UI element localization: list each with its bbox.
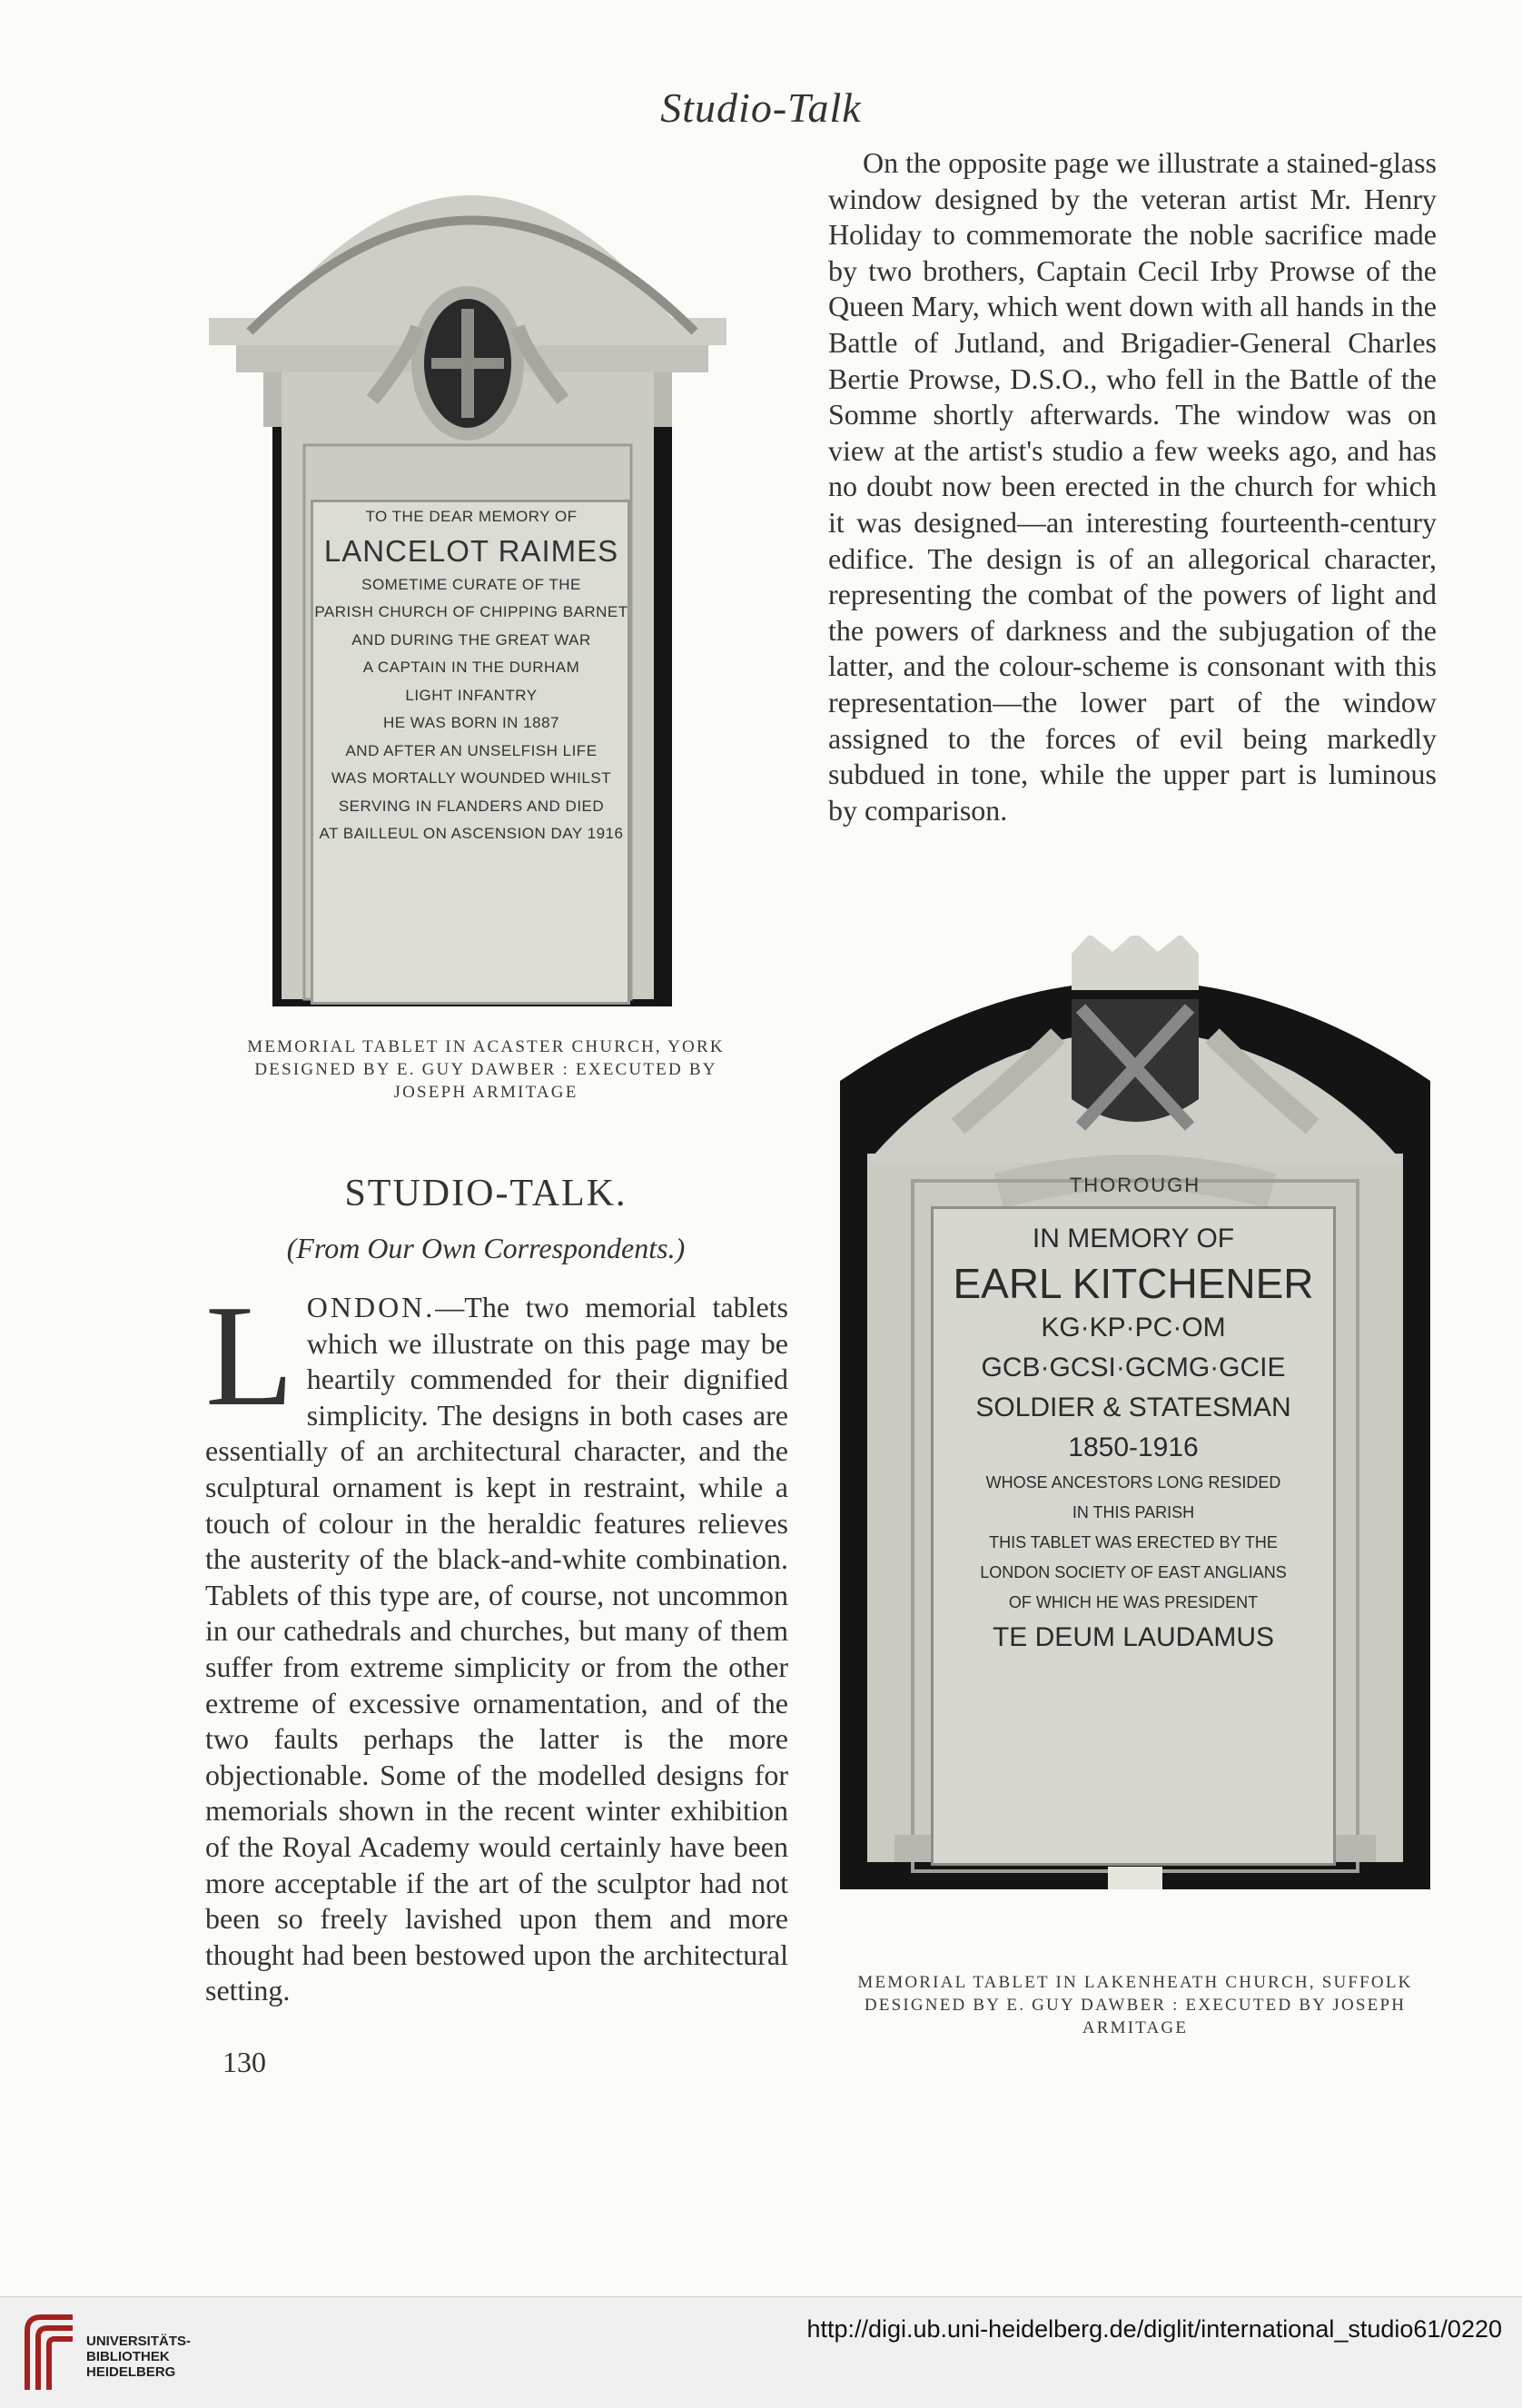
inscription-line: IN MEMORY OF <box>1032 1224 1235 1254</box>
inscription-line: A CAPTAIN IN THE DURHAM <box>362 659 580 676</box>
inscription-dates: 1850-1916 <box>1068 1432 1199 1462</box>
tablet-acaster-caption: MEMORIAL TABLET IN ACASTER CHURCH, YORK DESIGNED BY E. GUY DAWBER : EXECUTED BY JOSEPH ARMITAGE <box>247 1037 725 1102</box>
logo-line: UNIVERSITÄTS- <box>86 2334 192 2349</box>
library-logo-text <box>86 2334 191 2380</box>
inscription-line: SOMETIME CURATE OF THE <box>361 575 581 593</box>
inscription-line: WAS MORTALLY WOUNDED WHILST <box>331 769 612 787</box>
article-lead: ONDON. <box>306 1291 436 1323</box>
inscription-line: LONDON SOCIETY OF EAST ANGLIANS <box>980 1563 1287 1581</box>
inscription-line: SOLDIER & STATESMAN <box>975 1392 1291 1422</box>
logo-line: BIBLIOTHEK <box>86 2349 170 2364</box>
tablet-lakenheath-caption: MEMORIAL TABLET IN LAKENHEATH CHURCH, SUFFOLK DESIGNED BY E. GUY DAWBER : EXECUTED BY JOSEPH ARMITAGE <box>857 1973 1413 2037</box>
tablet-acaster-inscription <box>314 503 628 848</box>
article-body <box>205 1274 788 2009</box>
tablet-acaster-image <box>200 173 736 1006</box>
source-url-link[interactable]: http://digi.ub.uni-heidelberg.de/diglit/international_studio61/0220 <box>806 2315 1502 2343</box>
article-text: —The two memorial tablets which we illustrate on this page may be heartily commended for their dignified simplicity. The designs in both cases are essentially of an architectural character, and the sculptural ornament is kept in restraint, while a touch of colour in the heraldic features relieves the austerity of the black-and-white combination. Tablets of this type are, of course, not uncommon in our cathedrals and churches, but many of them suffer from extreme simplicity or from the other extreme of excessive ornamentation, and of the two faults perhaps the latter is the more objectionable. Some of the modelled designs for memorials shown in the recent winter exhibition of the Royal Academy would certainly have been more acceptable if the art of the sculptor had not been so freely lavished upon them and more thought had been bestowed upon the architectural setting. <box>205 1291 788 2007</box>
running-head: Studio-Talk <box>660 84 862 131</box>
page-number: 130 <box>222 2046 266 2078</box>
inscription-line: WHOSE ANCESTORS LONG RESIDED <box>985 1473 1281 1491</box>
inscription-line: AT BAILLEUL ON ASCENSION DAY 1916 <box>319 825 624 842</box>
article-title: STUDIO-TALK. <box>344 1173 628 1214</box>
right-column-paragraph: On the opposite page we illustrate a stained-glass window designed by the veteran artist Mr. Henry Holiday to commemorate the noble sacrifice made by two brothers, Captain Cecil Irby Prowse of the Queen Mary, which went down with all hands in the Battle of Jutland, and Brigadier-General Charles Bertie Prowse, D.S.O., who fell in the Battle of the Somme shortly afterwards. The window was on view at the artist's studio a few weeks ago, and has no doubt now been erected in the church for which it was designed—an interesting fourteenth-century edifice. The design is of an allegorical character, representing the combat of the powers of light and the powers of darkness and the subjugation of the latter, and the colour-scheme is consonant with this representation—the lower part of the window assigned to the forces of evil being markedly subdued in tone, while the upper part is luminous by comparison. <box>828 146 1437 827</box>
inscription-line: SERVING IN FLANDERS AND DIED <box>338 797 605 815</box>
tablet-lakenheath-image <box>840 936 1430 1889</box>
tablet-lakenheath-inscription <box>931 1219 1336 1658</box>
inscription-line: LIGHT INFANTRY <box>405 686 538 704</box>
inscription-line: OF WHICH HE WAS PRESIDENT <box>1008 1593 1259 1611</box>
inscription-line: TO THE DEAR MEMORY OF <box>365 508 578 525</box>
motto-scroll: THOROUGH <box>1069 1174 1201 1196</box>
drop-cap: L <box>205 1274 294 1436</box>
library-logo-icon <box>18 2308 80 2399</box>
inscription-name: LANCELOT RAIMES <box>323 533 619 568</box>
inscription-line: AND DURING THE GREAT WAR <box>351 630 591 649</box>
digitization-footer <box>0 2296 1522 2408</box>
inscription-line: PARISH CHURCH OF CHIPPING BARNET <box>314 603 628 620</box>
inscription-line: GCB·GCSI·GCMG·GCIE <box>981 1353 1286 1382</box>
article-subtitle: (From Our Own Correspondents.) <box>286 1232 686 1264</box>
inscription-line: IN THIS PARISH <box>1072 1503 1195 1521</box>
inscription-line: TE DEUM LAUDAMUS <box>992 1622 1275 1652</box>
inscription-line: KG·KP·PC·OM <box>1041 1313 1226 1343</box>
inscription-line: AND AFTER AN UNSELFISH LIFE <box>345 741 598 759</box>
inscription-name: EARL KITCHENER <box>953 1260 1314 1307</box>
inscription-line: HE WAS BORN IN 1887 <box>382 714 560 731</box>
inscription-line: THIS TABLET WAS ERECTED BY THE <box>989 1533 1278 1551</box>
logo-line: HEIDELBERG <box>86 2364 176 2380</box>
